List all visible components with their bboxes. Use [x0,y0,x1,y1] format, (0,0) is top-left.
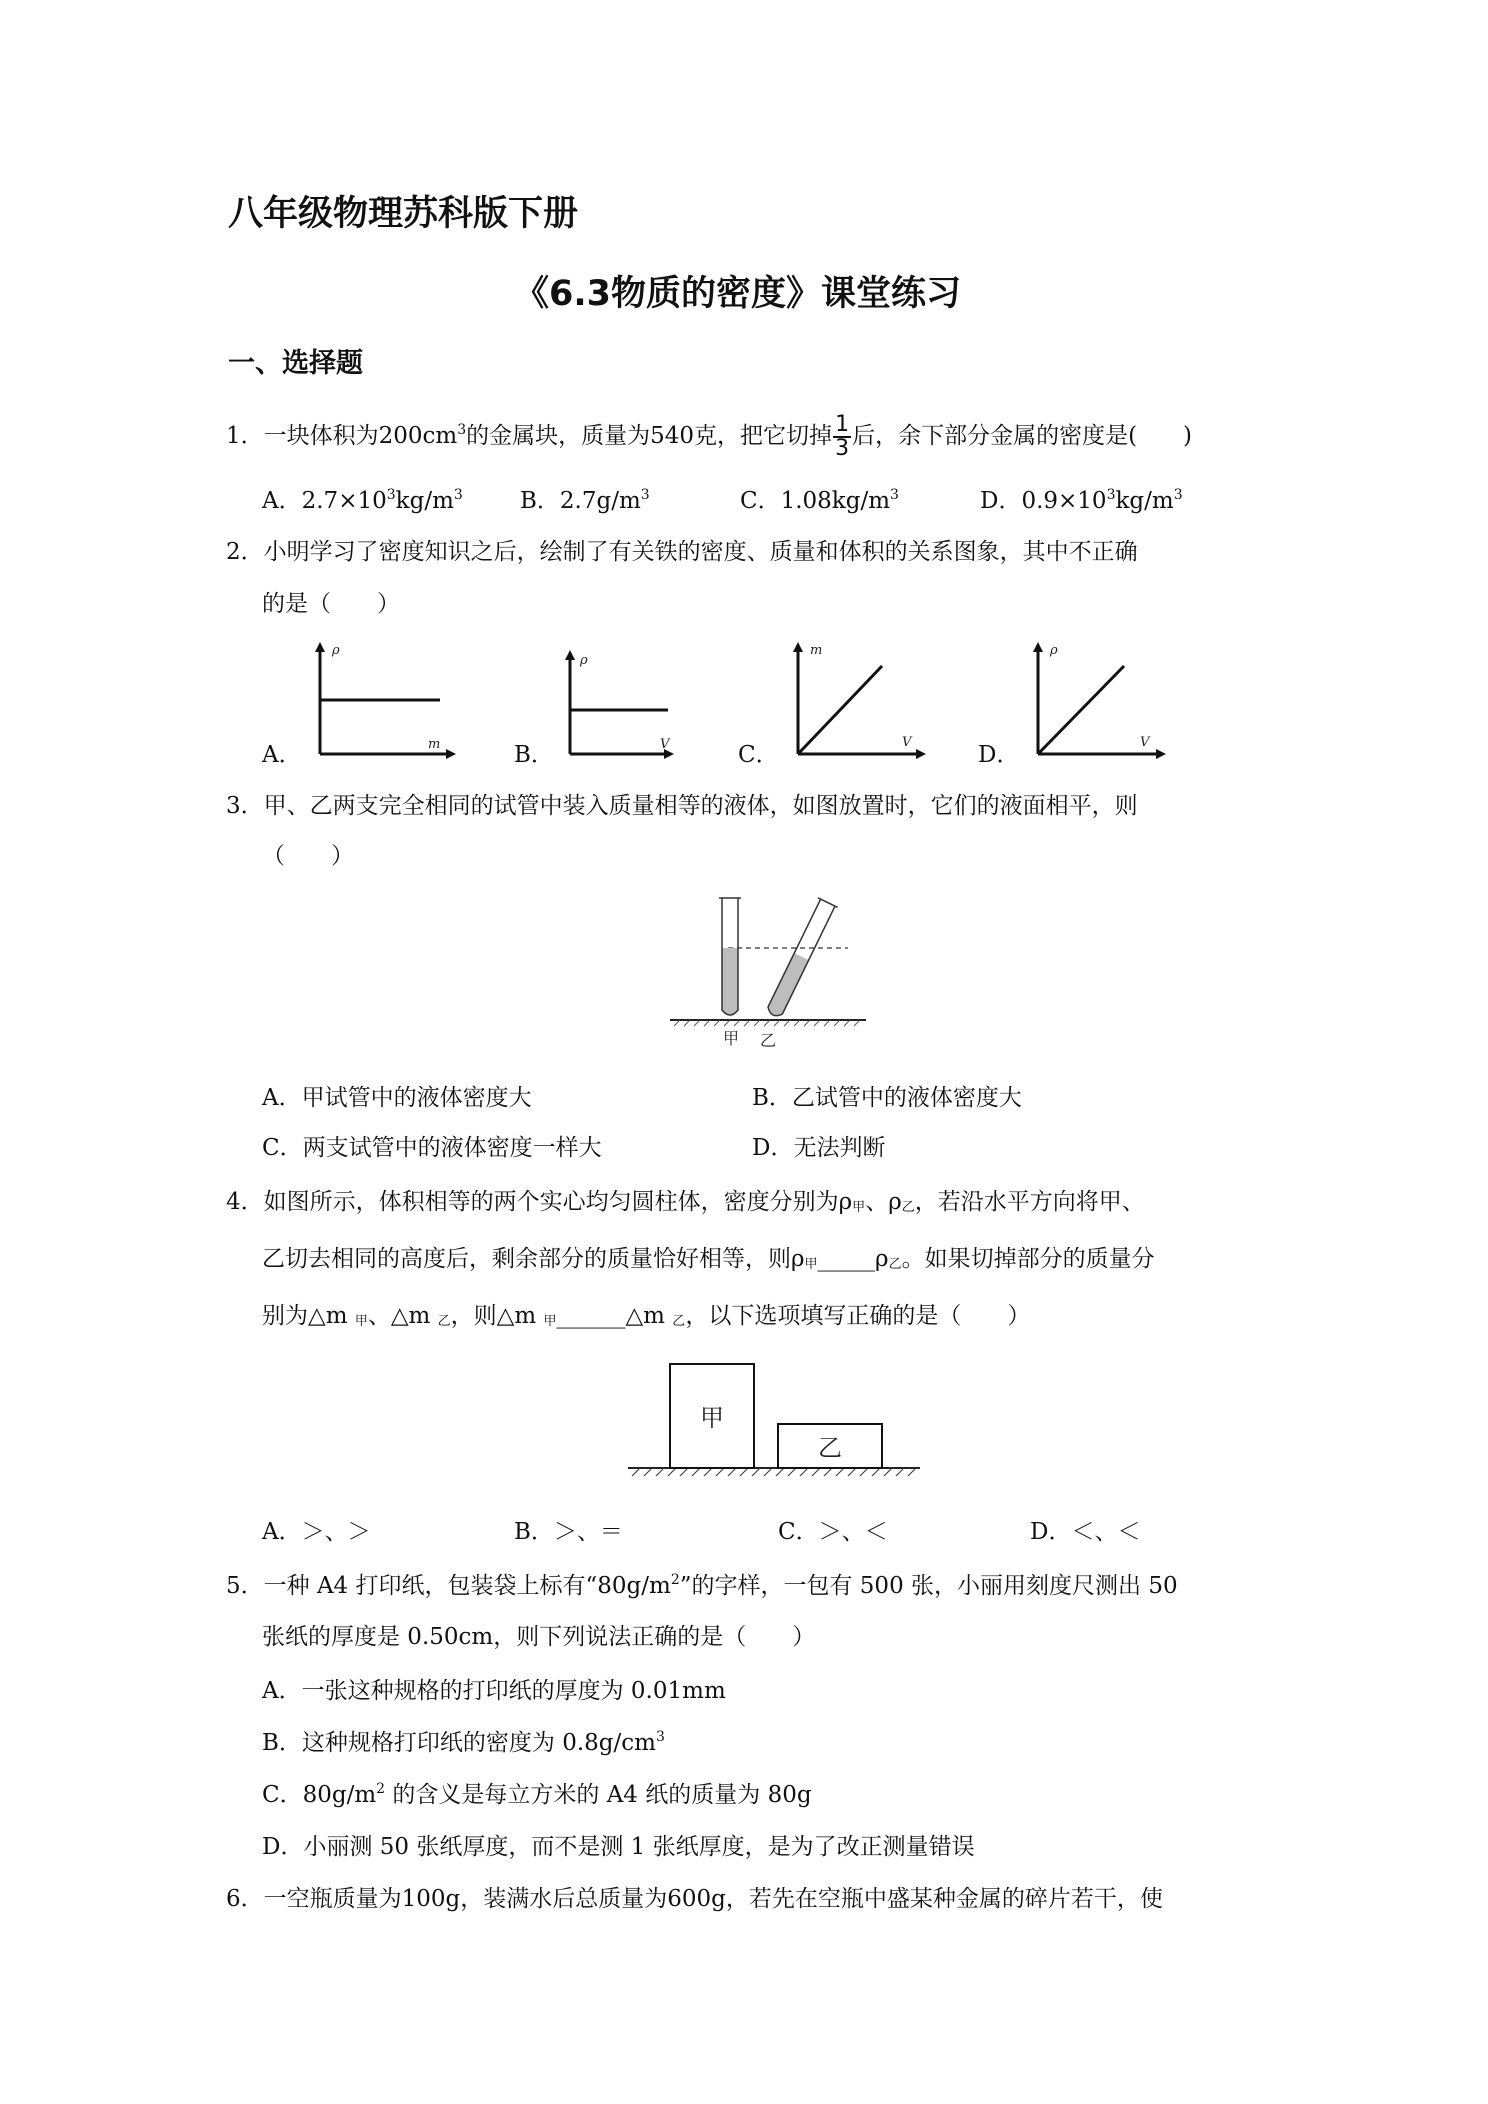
question-5: 5．一种 A4 打印纸，包装袋上标有“$80g/m^2$”的字样，一包有 500 张，小丽用刻度尺测出 50 [226,1572,1178,1599]
x-axis-label: m [428,737,441,752]
question-number: 1． [226,423,264,449]
option-a: A．$2.7\times 10^3kg/m^3$ [262,487,463,514]
question-2-line2: 的是（ ） [262,591,400,617]
graph-d [1018,640,1168,760]
answer-blank: _____ [817,1246,876,1272]
question-text: 甲、乙两支完全相同的试管中装入质量相等的液体，如图放置时，它们的液面相平，则 [263,793,1138,819]
option-d: D．无法判断 [752,1135,886,1161]
option-d: D．$0.9\times 10^3kg/m^3$ [980,487,1183,514]
y-axis-label: m [810,643,823,658]
test-tube-figure [668,890,868,1060]
cylinder-label-b: 乙 [818,1434,842,1462]
question-number: 4． [226,1189,264,1215]
question-text: 小明学习了密度知识之后，绘制了有关铁的密度、质量和体积的关系图象，其中不正确 [263,539,1138,565]
graph-c [778,640,928,760]
question-text: 一空瓶质量为100g，装满水后总质量为600g，若先在空瓶中盛某种金属的碎片若干，使 [263,1886,1163,1912]
graph-a [300,640,460,760]
fraction [833,414,851,460]
option-c: C．＞、＜ [778,1519,888,1545]
tube-label-b: 乙 [760,1031,777,1050]
option-b: B． [514,742,554,768]
x-axis-label: V [1140,735,1150,750]
question-text: 的金属块，质量为540克，把它切掉 [466,423,833,449]
question-3-line2: （ ） [262,843,354,869]
option-d: D．小丽测 50 张纸厚度，而不是测 1 张纸厚度，是为了改正测量错误 [262,1834,975,1860]
option-a: A．一张这种规格的打印纸的厚度为 0.01mm [262,1678,726,1704]
question-4-line2: 乙切去相同的高度后，剩余部分的质量恰好相等，则ρ甲_____ρ乙。如果切掉部分的质量分 [262,1246,1155,1272]
question-text: 后，余下部分金属的密度是( ) [852,423,1193,449]
option-c: C．$80g/m^2$ 的含义是每立方米的 A4 纸的质量为 80g [262,1781,812,1808]
option-a: A．＞、＞ [262,1519,371,1545]
x-axis-label: V [660,737,670,752]
question-2 [226,538,1138,566]
y-axis-label: ρ [332,643,340,658]
question-number: 5． [226,1573,264,1599]
question-number: 2． [226,539,264,565]
option-b: B．$2.7g/m^3$ [520,487,650,514]
question-3 [226,792,1138,820]
option-a: A．甲试管中的液体密度大 [262,1085,532,1111]
option-d: D． [978,742,1020,768]
superscript: 3 [457,422,467,438]
option-c: C．$1.08kg/m^3$ [740,487,899,514]
option-b: B．这种规格打印纸的密度为 $0.8g/cm^3$ [262,1729,665,1756]
graph-b [556,648,676,760]
question-number: 6． [226,1886,264,1912]
tube-label-a: 甲 [723,1029,740,1048]
option-c: C．两支试管中的液体密度一样大 [262,1135,602,1161]
fraction-denominator: 3 [835,436,850,461]
question-4-line3: 别为△m 甲、△m 乙，则△m 甲______△m 乙，以下选项填写正确的是（ ） [262,1303,1031,1329]
x-axis-label: V [902,735,912,750]
y-axis-label: ρ [1050,643,1058,658]
y-axis-label: ρ [580,653,588,668]
document-title: 八年级物理苏科版下册 [228,194,579,234]
cylinder-label-a: 甲 [700,1404,724,1432]
question-1 [226,414,1192,460]
fraction-numerator: 1 [835,412,850,437]
option-b: B．＞、＝ [514,1519,623,1545]
option-c: C． [738,742,779,768]
question-text: 一块体积为200cm [263,423,458,449]
answer-blank: ______ [556,1303,626,1329]
question-4: 4．如图所示，体积相等的两个实心均匀圆柱体，密度分别为ρ甲、ρ乙，若沿水平方向将甲、 [226,1189,1145,1215]
document-subtitle: 《6.3物质的密度》课堂练习 [514,274,962,314]
question-5-line2: 张纸的厚度是 0.50cm，则下列说法正确的是（ ） [262,1624,816,1650]
section-heading: 一、选择题 [228,348,363,379]
option-d: D．＜、＜ [1030,1519,1141,1545]
option-b: B．乙试管中的液体密度大 [752,1085,1022,1111]
option-a: A． [262,742,302,768]
question-6 [226,1885,1163,1913]
question-number: 3． [226,793,264,819]
cylinder-figure [624,1360,924,1484]
